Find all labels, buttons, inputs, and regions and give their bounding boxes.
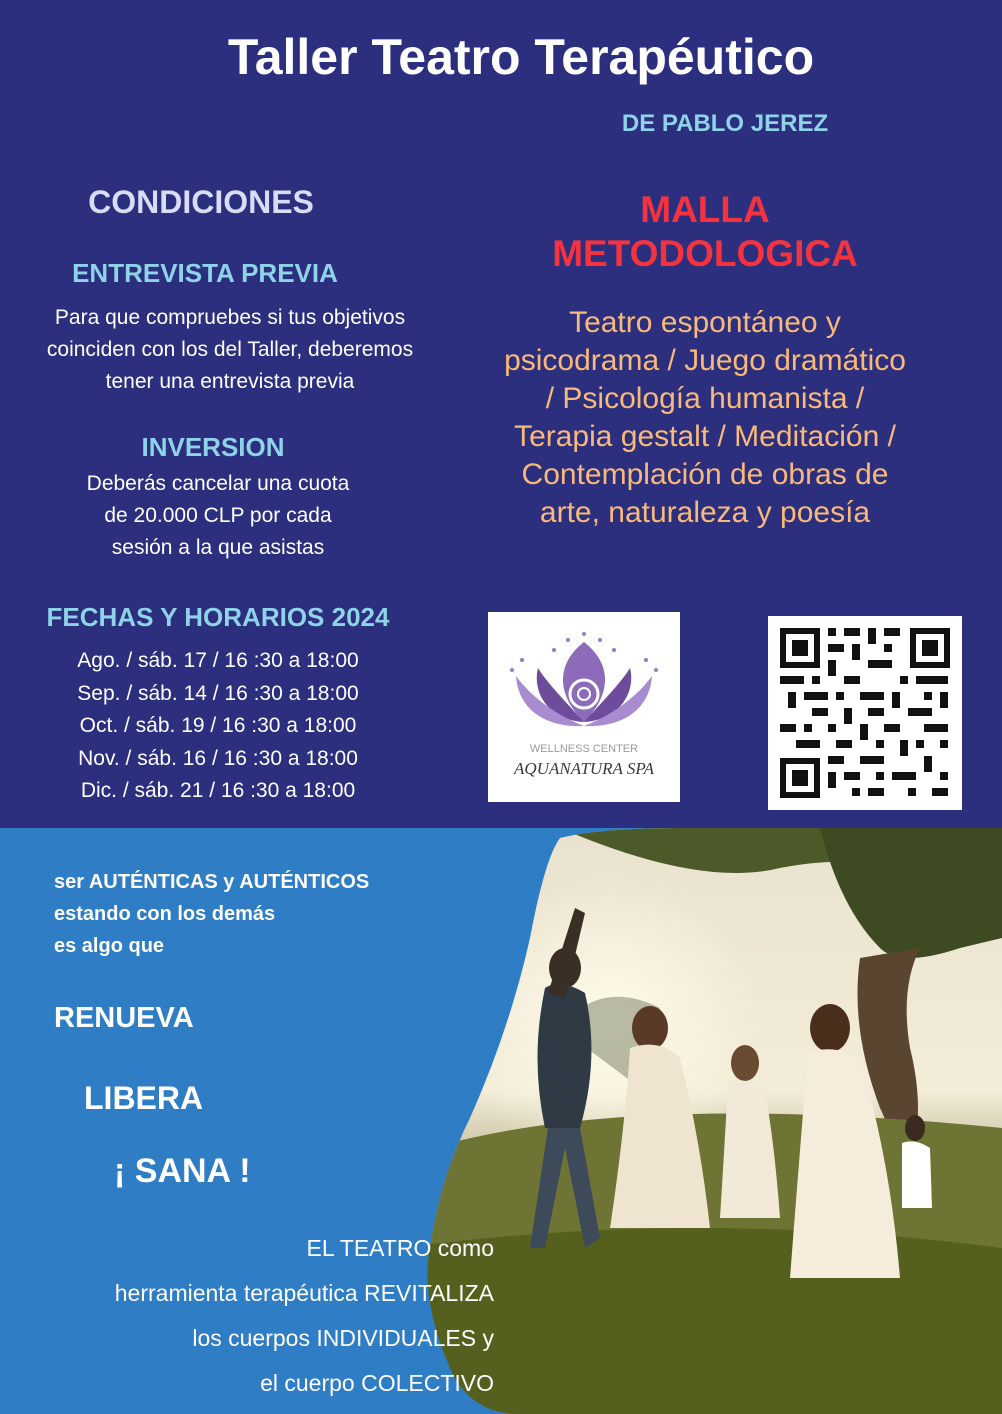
slogan-line: ser AUTÉNTICAS y AUTÉNTICOS [54, 871, 370, 893]
schedule-list [0, 645, 436, 808]
schedule-item: Nov. / sáb. 16 / 16 :30 a 18:00 [78, 746, 358, 770]
investment-line: Deberás cancelar una cuota [86, 472, 350, 495]
renueva-word: RENUEVA [54, 1002, 194, 1034]
schedule-heading: FECHAS Y HORARIOS 2024 [46, 602, 390, 632]
investment-line: de 20.000 CLP por cada [104, 504, 332, 527]
interview-line: coinciden con los del Taller, deberemos [46, 338, 414, 361]
author-label: DE PABLO JEREZ [621, 110, 829, 137]
sana-word: ¡ SANA ! [114, 1152, 251, 1190]
qr-code[interactable] [768, 616, 962, 810]
methodology-text [460, 304, 950, 532]
investment-heading: INVERSION [141, 432, 285, 462]
slogan-text [54, 866, 369, 962]
methodology-heading [500, 188, 910, 276]
teatro-line: herramienta terapéutica REVITALIZA [114, 1280, 494, 1306]
teatro-line: EL TEATRO como [306, 1235, 494, 1261]
investment-line: sesión a la que asistas [111, 536, 325, 559]
slogan-line: estando con los demás [54, 903, 276, 925]
methodology-heading-line: MALLA [640, 189, 770, 230]
interview-heading: ENTREVISTA PREVIA [72, 258, 338, 288]
lotus-icon [488, 612, 680, 802]
methodology-line: Teatro espontáneo y [569, 306, 841, 339]
schedule-item: Dic. / sáb. 21 / 16 :30 a 18:00 [80, 779, 356, 802]
qr-code-icon [768, 616, 962, 810]
interview-line: tener una entrevista previa [105, 370, 355, 393]
logo-line1: WELLNESS CENTER [529, 743, 639, 755]
logo-line2: AQUANATURA SPA [514, 759, 654, 778]
methodology-heading-line: METODOLOGICA [552, 233, 858, 274]
methodology-line: Terapia gestalt / Meditación / [514, 420, 896, 453]
interview-text [0, 302, 460, 398]
schedule-item: Ago. / sáb. 17 / 16 :30 a 18:00 [77, 649, 359, 672]
methodology-line: psicodrama / Juego dramático [504, 344, 906, 377]
slogan-line: es algo que [54, 935, 165, 957]
teatro-text [20, 1226, 494, 1406]
methodology-line: / Psicología humanista / [545, 382, 865, 415]
schedule-item: Sep. / sáb. 14 / 16 :30 a 18:00 [77, 681, 359, 705]
libera-word: LIBERA [84, 1080, 204, 1116]
bottom-section [0, 828, 1002, 1414]
teatro-line: los cuerpos INDIVIDUALES y [192, 1325, 494, 1351]
methodology-line: Contemplación de obras de [521, 458, 889, 491]
conditions-heading: CONDICIONES [88, 184, 314, 220]
teatro-line: el cuerpo COLECTIVO [260, 1370, 494, 1396]
schedule-item: Oct. / sáb. 19 / 16 :30 a 18:00 [79, 714, 357, 737]
spa-logo [488, 612, 680, 802]
investment-text [0, 468, 436, 564]
page-title: Taller Teatro Terapéutico [227, 29, 815, 85]
interview-line: Para que compruebes si tus objetivos [54, 306, 406, 329]
methodology-line: arte, naturaleza y poesía [539, 496, 871, 529]
